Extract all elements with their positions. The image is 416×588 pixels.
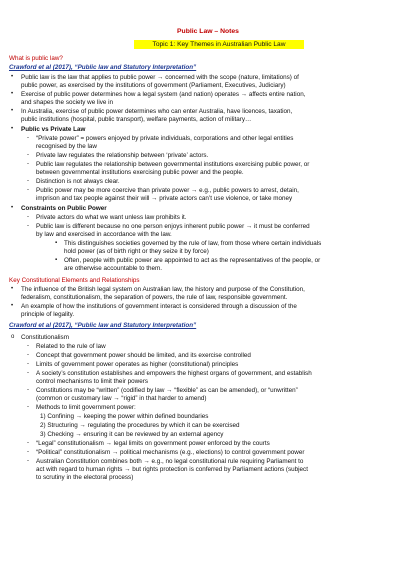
bullet-marker: -: [27, 152, 29, 158]
bullet-marker: -: [27, 223, 29, 229]
text-line: An example of how the institutions of government interact is considered through a discussion of the: [21, 303, 297, 310]
text-line: This distinguishes societies governed by the rule of law, from those where certain individuals: [64, 240, 322, 247]
text-line: (common or customary law → “rigid” in that harder to amend): [36, 395, 207, 402]
text-line: 1) Confining → keeping the power within defined boundaries: [40, 413, 209, 420]
text-line: public institutions (hospital, public transport), welfare payments, action of military…: [21, 116, 252, 123]
bullet-marker: •: [11, 126, 14, 132]
bullet-marker: •: [11, 91, 14, 97]
text-line: Public power may be more coercive than private power → e.g., public powers to arrest, detain,: [36, 187, 299, 194]
bullet-marker: -: [27, 178, 29, 184]
bullet-marker: -: [27, 458, 29, 464]
text-line: Constitutionalism: [21, 334, 69, 341]
text-line: Private actors do what we want unless law prohibits it.: [36, 214, 187, 221]
text-line: to scrutiny in the electoral process): [36, 474, 134, 481]
bullet-marker: •: [11, 303, 14, 309]
text-line: Australian Constitution combines both → e.g., no legal constitutional rule requiring Parliament to: [36, 458, 304, 465]
bullet-marker: -: [27, 404, 29, 410]
text-line: Methods to limit government power:: [36, 404, 136, 411]
bullet-marker: -: [27, 214, 29, 220]
bullet-marker: ▪: [55, 240, 58, 246]
text-line: “Legal” constitutionalism → legal limits on government power enforced by the courts: [36, 440, 270, 447]
text-line: principle of legality.: [21, 311, 75, 318]
bullet-marker: -: [27, 449, 29, 455]
text-line: control mechanisms to limit their powers: [36, 378, 148, 385]
text-line: Public law is the law that applies to public power → concerned with the scope (nature, limitations) of: [21, 74, 299, 81]
text-line: Constitutions may be “written” (codified by law → “flexible” as can be amended), or “unwritten”: [36, 387, 298, 394]
text-line: Often, people with public power are appointed to act as the representatives of the people, or: [64, 257, 321, 264]
text-line: 2) Structuring → regulating the procedures by which it can be exercised: [40, 422, 240, 429]
text-line: imprison and tax people against their will → private actors can’t use violence, or take money: [36, 195, 293, 202]
bullet-marker: -: [27, 343, 29, 349]
bullet-marker: ▪: [55, 257, 58, 263]
bullet-marker: •: [11, 74, 14, 80]
text-line: “Private power” = powers enjoyed by private individuals, corporations and other legal entities: [36, 135, 294, 142]
section-heading: Key Constitutional Elements and Relationships: [9, 277, 140, 284]
text-line: between governmental institutions exercising public power and the people.: [36, 169, 244, 176]
text-line: act with regard to human rights → but rights protection is conferred by Parliament actions (subject: [36, 466, 308, 473]
page-title: Public Law – Notes: [177, 28, 239, 35]
text-line: Public law regulates the relationship between governmental institutions exercising public power, or: [36, 161, 310, 168]
topic-heading: Topic 1: Key Themes in Australian Public Law: [134, 40, 304, 49]
bullet-marker: -: [27, 187, 29, 193]
section-heading: Public vs Private Law: [21, 126, 86, 133]
text-line: Exercise of public power determines how a legal system (and nation) operates → affects entire nation,: [21, 91, 306, 98]
text-line: In Australia, exercise of public power determines who can enter Australia, have licences, taxation,: [21, 108, 293, 115]
text-line: public power, as exercised by the institutions of government (Parliament, Executives, Judiciary): [21, 82, 286, 89]
bullet-marker: -: [27, 370, 29, 376]
bullet-marker: •: [11, 205, 14, 211]
text-line: Distinction is not always clear.: [36, 178, 120, 185]
bullet-marker: •: [11, 108, 14, 114]
text-line: Limits of government power operates as higher (constitutional) principles: [36, 361, 239, 368]
bullet-marker: -: [27, 440, 29, 446]
text-line: federalism, constitutionalism, the separation of powers, the rule of law, responsible government.: [21, 294, 288, 301]
bullet-marker: o: [11, 334, 15, 340]
bullet-marker: -: [27, 135, 29, 141]
bullet-marker: -: [27, 387, 29, 393]
text-line: by law and exercised in accordance with the law.: [36, 231, 172, 238]
bullet-marker: •: [11, 286, 14, 292]
bullet-marker: -: [27, 352, 29, 358]
text-line: A society’s constitution establishes and empowers the highest organs of government, and establish: [36, 370, 312, 377]
text-line: hold power (as of birth right or they seize it by force): [64, 248, 209, 255]
section-heading: Constraints on Public Power: [21, 205, 107, 212]
text-line: The influence of the British legal system on Australian law, the history and purpose of the Constitution,: [21, 286, 305, 293]
text-line: “Political” constitutionalism → political mechanisms (e.g., elections) to control government power: [36, 449, 305, 456]
section-heading: What is public law?: [9, 55, 63, 62]
section-heading: Crawford et al (2017), “Public law and Statutory Interpretation”: [9, 322, 197, 329]
text-line: and shapes the society we live in: [21, 99, 114, 106]
text-line: Related to the rule of law: [36, 343, 106, 350]
section-heading: Crawford et al (2017), “Public law and Statutory Interpretation”: [9, 64, 197, 71]
text-line: Private law regulates the relationship between ‘private’ actors.: [36, 152, 209, 159]
text-line: 3) Checking → ensuring it can be reviewed by an external agency: [40, 431, 224, 438]
bullet-marker: -: [27, 361, 29, 367]
text-line: Public law is different because no one person enjoys inherent public power → it must be conferred: [36, 223, 310, 230]
text-line: are otherwise accountable to them.: [64, 265, 163, 272]
text-line: Concept that government power should be limited, and its exercise controlled: [36, 352, 251, 359]
text-line: recognised by the law: [36, 143, 97, 150]
bullet-marker: -: [27, 161, 29, 167]
